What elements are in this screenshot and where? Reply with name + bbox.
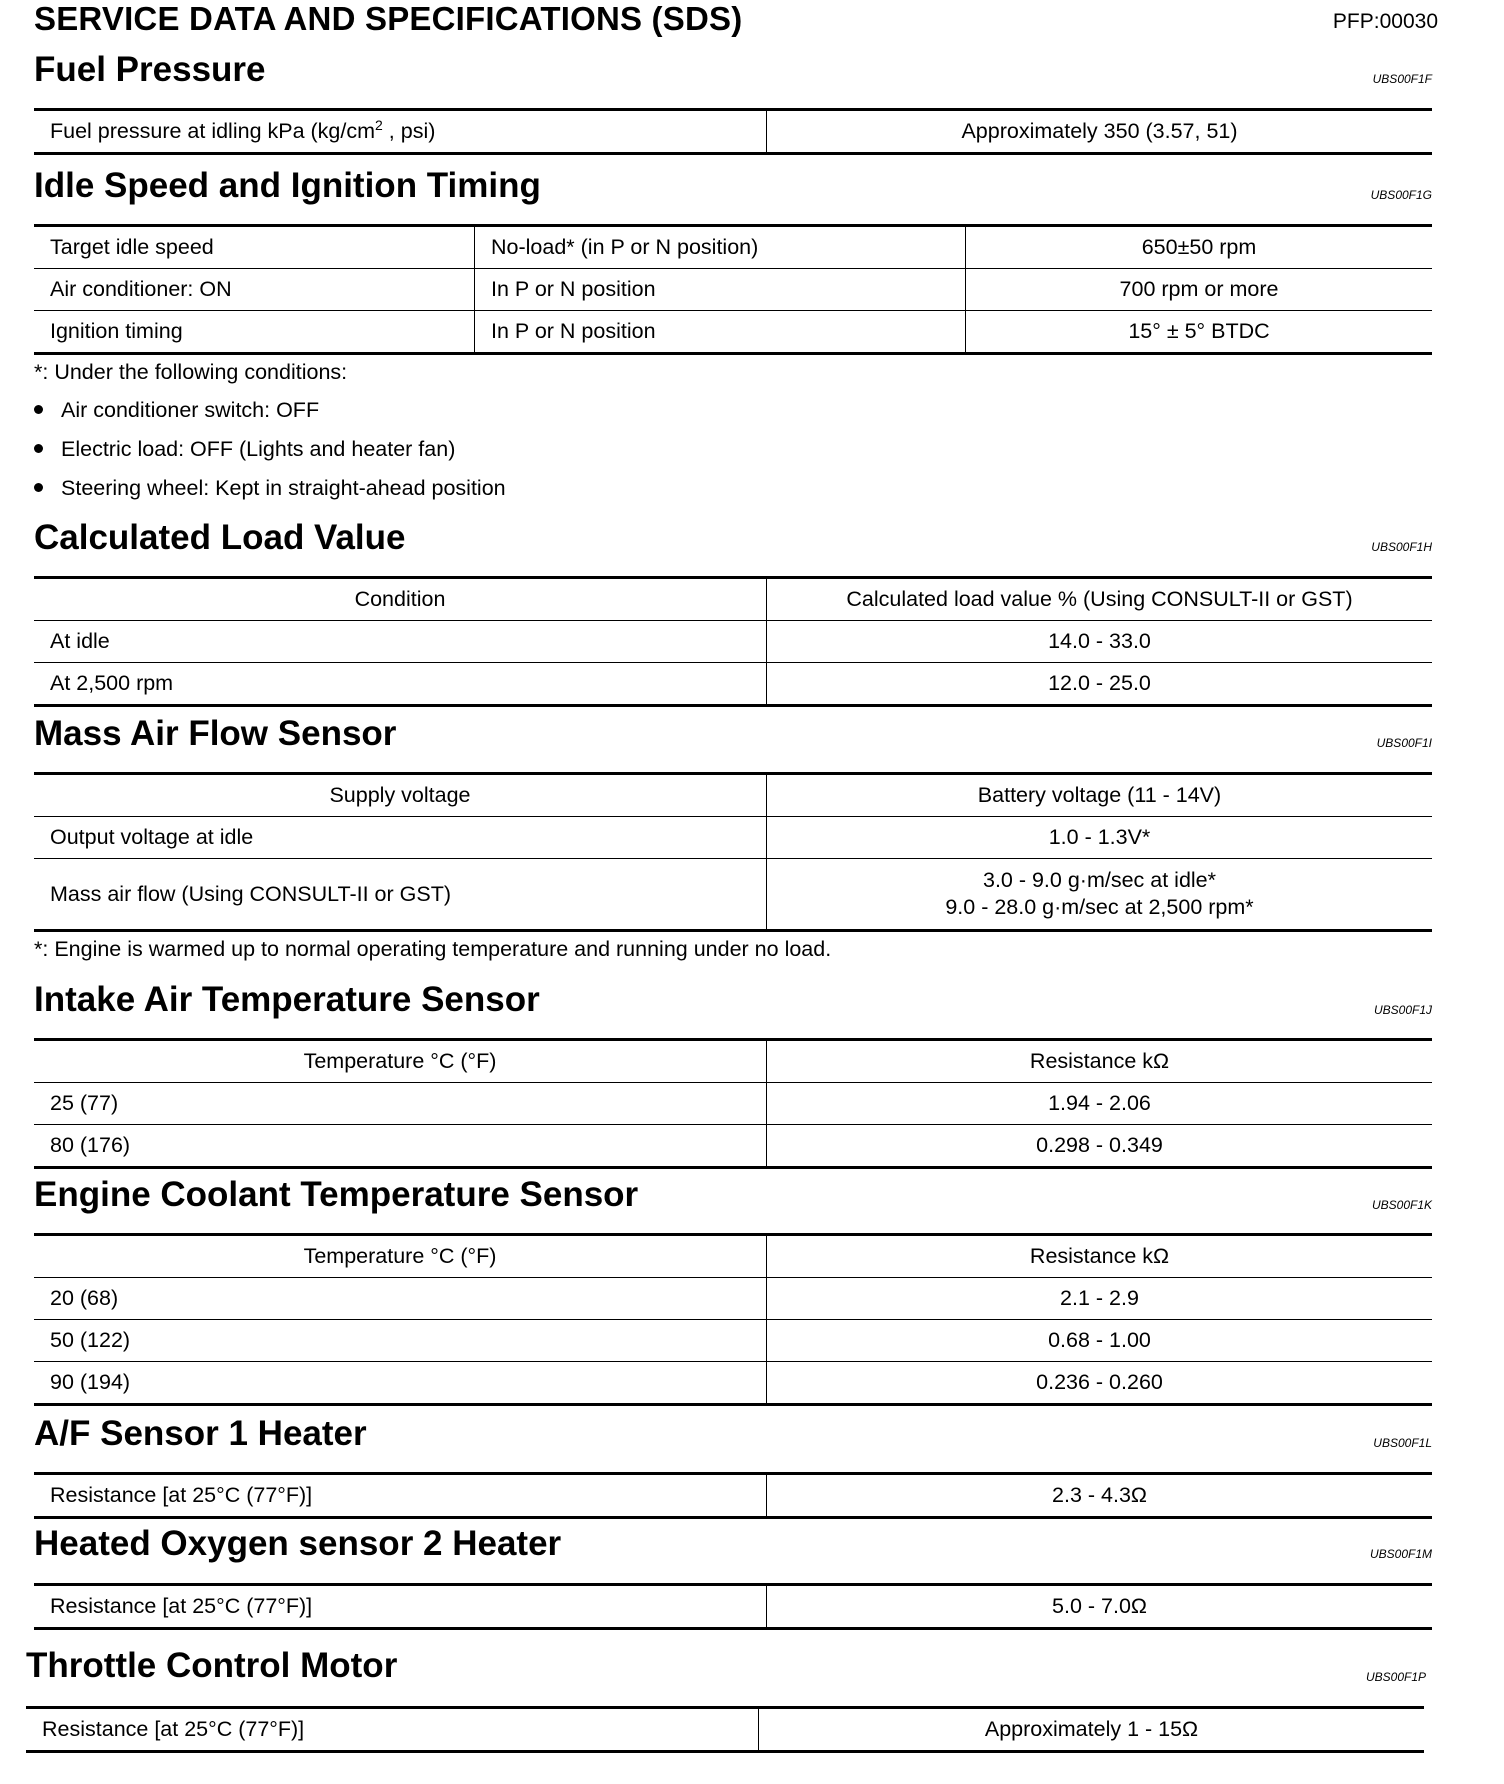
section-code-idle-speed: UBS00F1G (1370, 188, 1432, 202)
table-row (34, 621, 1432, 663)
table-row (34, 1320, 1432, 1362)
table-cell: At 2,500 rpm (34, 663, 767, 706)
table-cell: 80 (176) (34, 1125, 767, 1168)
table-header-row (34, 1235, 1432, 1278)
section-title-ho2-heater: Heated Oxygen sensor 2 Heater (34, 1524, 562, 1563)
iat-table (34, 1038, 1432, 1169)
idle-note: *: Under the following conditions: (34, 360, 348, 384)
table-cell: No-load* (in P or N position) (475, 226, 966, 269)
table-cell: Battery voltage (11 - 14V) (767, 774, 1433, 817)
bullet-icon (34, 483, 43, 492)
fuel-pressure-value: Approximately 350 (3.57, 51) (767, 110, 1433, 154)
throttle-motor-table (26, 1706, 1424, 1753)
ect-table (34, 1233, 1432, 1406)
section-title-load-value: Calculated Load Value (34, 518, 406, 557)
section-title-idle-speed: Idle Speed and Ignition Timing (34, 166, 541, 205)
section-code-maf: UBS00F1I (1376, 736, 1432, 750)
table-row (34, 311, 1432, 354)
page-code: PFP:00030 (1332, 10, 1438, 33)
table-row (34, 1125, 1432, 1168)
table-cell: 700 rpm or more (966, 269, 1433, 311)
table-row (34, 1083, 1432, 1125)
table-row (26, 1708, 1424, 1752)
table-cell: Resistance [at 25°C (77°F)] (50, 1483, 313, 1508)
table-cell: 650±50 rpm (966, 226, 1433, 269)
load-value-table (34, 576, 1432, 707)
column-header: Calculated load value % (Using CONSULT-II or GST) (767, 578, 1433, 621)
table-cell: Air conditioner: ON (34, 269, 475, 311)
table-cell: Supply voltage (329, 783, 471, 808)
table-cell: 0.298 - 0.349 (767, 1125, 1433, 1168)
table-cell: Target idle speed (50, 235, 214, 260)
table-cell: 15° ± 5° BTDC (966, 311, 1433, 354)
section-title-fuel-pressure: Fuel Pressure (34, 50, 266, 89)
section-title-ect: Engine Coolant Temperature Sensor (34, 1175, 639, 1214)
section-title-maf: Mass Air Flow Sensor (34, 714, 397, 753)
ho2-heater-table (34, 1583, 1432, 1630)
table-cell: 12.0 - 25.0 (767, 663, 1433, 706)
fuel-pressure-label: Fuel pressure at idling kPa ($kg/cm^2$ , psi) (50, 116, 436, 144)
section-code-ho2-heater: UBS00F1M (1369, 1547, 1432, 1561)
table-row (34, 269, 1432, 311)
section-code-af-heater: UBS00F1L (1373, 1436, 1432, 1450)
table-cell: Resistance [at 25°C (77°F)] (42, 1717, 305, 1742)
section-code-load-value: UBS00F1H (1371, 540, 1432, 554)
table-cell: At idle (34, 621, 767, 663)
table-header-row (34, 578, 1432, 621)
list-item: Air conditioner switch: OFF (34, 398, 319, 423)
table-cell: 0.236 - 0.260 (767, 1362, 1433, 1405)
table-cell: 1.94 - 2.06 (767, 1083, 1433, 1125)
column-header: Resistance kΩ (767, 1235, 1433, 1278)
bullet-icon (34, 444, 43, 453)
table-cell: 2.1 - 2.9 (767, 1278, 1433, 1320)
fuel-pressure-table (34, 108, 1432, 155)
table-cell: In P or N position (475, 269, 966, 311)
table-row (34, 1585, 1432, 1629)
table-cell: Resistance [at 25°C (77°F)] (50, 1594, 313, 1619)
table-cell: 3.0 - 9.0 g·m/sec at idle* 9.0 - 28.0 g·m/sec at 2,500 rpm* (767, 859, 1433, 931)
table-cell: 20 (68) (34, 1278, 767, 1320)
bullet-icon (34, 405, 43, 414)
table-cell: 90 (194) (34, 1362, 767, 1405)
list-item: Electric load: OFF (Lights and heater fan) (34, 437, 455, 462)
list-item: Steering wheel: Kept in straight-ahead position (34, 476, 506, 501)
table-row (34, 1278, 1432, 1320)
table-row (34, 1474, 1432, 1518)
table-cell: Mass air flow (Using CONSULT-II or GST) (34, 859, 767, 931)
table-cell: 25 (77) (34, 1083, 767, 1125)
table-header-row (34, 1040, 1432, 1083)
table-row (34, 663, 1432, 706)
column-header: Condition (354, 587, 446, 612)
idle-speed-table (34, 224, 1432, 355)
table-cell: Approximately 1 - 15Ω (759, 1708, 1425, 1752)
maf-note: *: Engine is warmed up to normal operating temperature and running under no load. (34, 937, 832, 961)
page-title: SERVICE DATA AND SPECIFICATIONS (SDS) (34, 0, 743, 37)
section-title-throttle-motor: Throttle Control Motor (26, 1646, 398, 1685)
section-code-throttle-motor: UBS00F1P (1365, 1670, 1426, 1684)
column-header: Resistance kΩ (767, 1040, 1433, 1083)
table-cell: 5.0 - 7.0Ω (767, 1585, 1433, 1629)
column-header: Temperature °C (°F) (303, 1049, 497, 1074)
column-header: Temperature °C (°F) (303, 1244, 497, 1269)
table-row (34, 110, 1432, 154)
maf-table (34, 772, 1432, 932)
af-heater-table (34, 1472, 1432, 1519)
section-code-iat: UBS00F1J (1373, 1003, 1432, 1017)
section-code-fuel-pressure: UBS00F1F (1372, 72, 1432, 86)
table-cell: 14.0 - 33.0 (767, 621, 1433, 663)
table-row (34, 226, 1432, 269)
table-row (34, 1362, 1432, 1405)
table-cell: In P or N position (475, 311, 966, 354)
table-row (34, 859, 1432, 931)
table-cell: Output voltage at idle (34, 817, 767, 859)
section-code-ect: UBS00F1K (1371, 1198, 1432, 1212)
table-cell: 50 (122) (34, 1320, 767, 1362)
table-row (34, 817, 1432, 859)
table-row (34, 774, 1432, 817)
table-cell: 0.68 - 1.00 (767, 1320, 1433, 1362)
section-title-af-heater: A/F Sensor 1 Heater (34, 1414, 367, 1453)
table-cell: 2.3 - 4.3Ω (767, 1474, 1433, 1518)
table-cell: 1.0 - 1.3V* (767, 817, 1433, 859)
section-title-iat: Intake Air Temperature Sensor (34, 980, 540, 1019)
table-cell: Ignition timing (34, 311, 475, 354)
